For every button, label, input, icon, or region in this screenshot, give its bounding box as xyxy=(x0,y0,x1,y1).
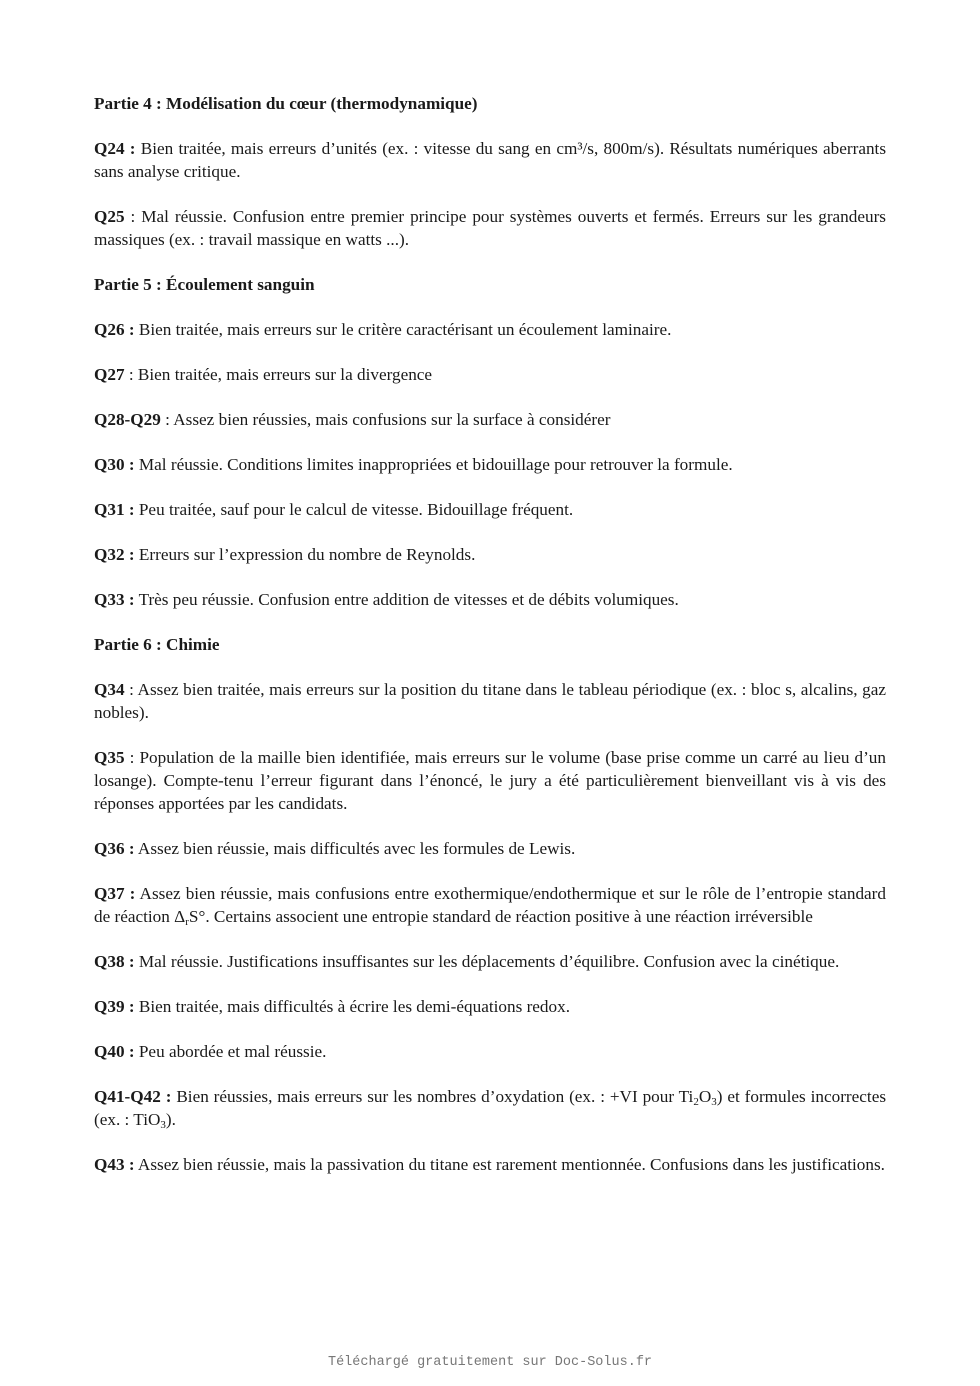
question-label: Q43 : xyxy=(94,1155,135,1174)
question-comment: Assez bien réussie, mais la passivation du titane est rarement mentionnée. Confusions dans les justifications. xyxy=(134,1155,885,1174)
item-q28-q29 xyxy=(94,408,886,431)
question-comment: Peu abordée et mal réussie. xyxy=(134,1042,327,1061)
question-label: Q37 : xyxy=(94,884,136,903)
question-comment: Bien réussies, mais erreurs sur les nombres d’oxydation (ex. : +VI pour Ti xyxy=(171,1087,694,1106)
item-q26 xyxy=(94,318,886,341)
question-comment: : Population de la maille bien identifiée, mais erreurs sur le volume (base prise comme un carré au lieu d’un losange). Compte-tenu l’erreur figurant dans l’énoncé, le jury a été particulièrement bienveillant vis à vis des réponses apportées par les candidats. xyxy=(94,748,886,813)
question-label: Q30 : xyxy=(94,455,135,474)
question-comment: Peu traitée, sauf pour le calcul de vitesse. Bidouillage fréquent. xyxy=(134,500,574,519)
question-label: Q25 xyxy=(94,207,125,226)
question-comment: Mal réussie. Conditions limites inappropriées et bidouillage pour retrouver la formule. xyxy=(134,455,733,474)
item-q39 xyxy=(94,995,886,1018)
question-label: Q27 xyxy=(94,365,125,384)
section-heading-partie-6: Partie 6 : Chimie xyxy=(94,635,220,654)
item-q27 xyxy=(94,363,886,386)
subscript: 2 xyxy=(693,1096,699,1108)
question-label: Q26 : xyxy=(94,320,135,339)
question-comment: Assez bien réussie, mais confusions entre exothermique/endothermique et sur le rôle de l’entropie standard de réaction Δ xyxy=(94,884,886,926)
question-label: Q41-Q42 : xyxy=(94,1087,172,1106)
item-q24 xyxy=(94,137,886,183)
subscript: r xyxy=(185,916,189,928)
section-heading-partie-5: Partie 5 : Écoulement sanguin xyxy=(94,275,315,294)
question-comment: Très peu réussie. Confusion entre addition de vitesses et de débits volumiques. xyxy=(134,590,679,609)
question-comment-cont: ) et formules incorrectes (ex. : TiO xyxy=(94,1087,887,1129)
footer-watermark: Téléchargé gratuitement sur Doc-Solus.fr xyxy=(327,1355,653,1370)
question-label: Q34 xyxy=(94,680,125,699)
question-comment: : Assez bien traitée, mais erreurs sur la position du titane dans le tableau périodique (ex. : bloc s, alcalins, gaz nobles). xyxy=(94,680,886,722)
question-comment: Erreurs sur l’expression du nombre de Reynolds. xyxy=(134,545,476,564)
question-label: Q38 : xyxy=(94,952,135,971)
question-label: Q31 : xyxy=(94,500,135,519)
item-q31 xyxy=(94,498,886,521)
section-heading-partie-4: Partie 4 : Modélisation du cœur (thermodynamique) xyxy=(94,94,478,113)
item-q40 xyxy=(94,1040,886,1063)
question-comment: : Mal réussie. Confusion entre premier principe pour systèmes ouverts et fermés. Erreurs sur les grandeurs massiques (ex. : travail massique en watts ...). xyxy=(94,207,886,249)
item-q43 xyxy=(94,1153,886,1176)
question-comment-cont: S°. Certains associent une entropie standard de réaction positive à une réaction irréversible xyxy=(188,907,813,926)
item-q35 xyxy=(94,746,886,815)
question-label: Q32 : xyxy=(94,545,135,564)
question-label: Q28-Q29 xyxy=(94,410,161,429)
item-q32 xyxy=(94,543,886,566)
question-comment: Mal réussie. Justifications insuffisantes sur les déplacements d’équilibre. Confusion avec la cinétique. xyxy=(134,952,840,971)
item-q33 xyxy=(94,588,886,611)
question-label: Q24 : xyxy=(94,139,136,158)
subscript: 3 xyxy=(711,1096,717,1108)
question-comment: Bien traitée, mais erreurs d’unités (ex. : vitesse du sang en cm³/s, 800m/s). Résultats numériques aberrants sans analyse critique. xyxy=(94,139,887,181)
question-comment: Bien traitée, mais difficultés à écrire les demi-équations redox. xyxy=(134,997,570,1016)
item-q41-q42 xyxy=(94,1085,886,1131)
question-label: Q33 : xyxy=(94,590,135,609)
question-comment: Assez bien réussie, mais difficultés avec les formules de Lewis. xyxy=(134,839,576,858)
question-comment: : Bien traitée, mais erreurs sur la divergence xyxy=(124,365,433,384)
question-label: Q35 xyxy=(94,748,125,767)
item-q25 xyxy=(94,205,886,251)
item-q38 xyxy=(94,950,886,973)
question-comment-cont: ). xyxy=(165,1110,176,1129)
item-q36 xyxy=(94,837,886,860)
question-label: Q39 : xyxy=(94,997,135,1016)
question-label: Q40 : xyxy=(94,1042,135,1061)
question-comment: Bien traitée, mais erreurs sur le critère caractérisant un écoulement laminaire. xyxy=(134,320,672,339)
subscript: 3 xyxy=(160,1119,166,1131)
question-comment: : Assez bien réussies, mais confusions sur la surface à considérer xyxy=(160,410,611,429)
item-q37 xyxy=(94,882,886,928)
item-q34 xyxy=(94,678,886,724)
question-comment-cont: O xyxy=(698,1087,712,1106)
item-q30 xyxy=(94,453,886,476)
document-page xyxy=(94,92,886,1176)
question-label: Q36 : xyxy=(94,839,135,858)
